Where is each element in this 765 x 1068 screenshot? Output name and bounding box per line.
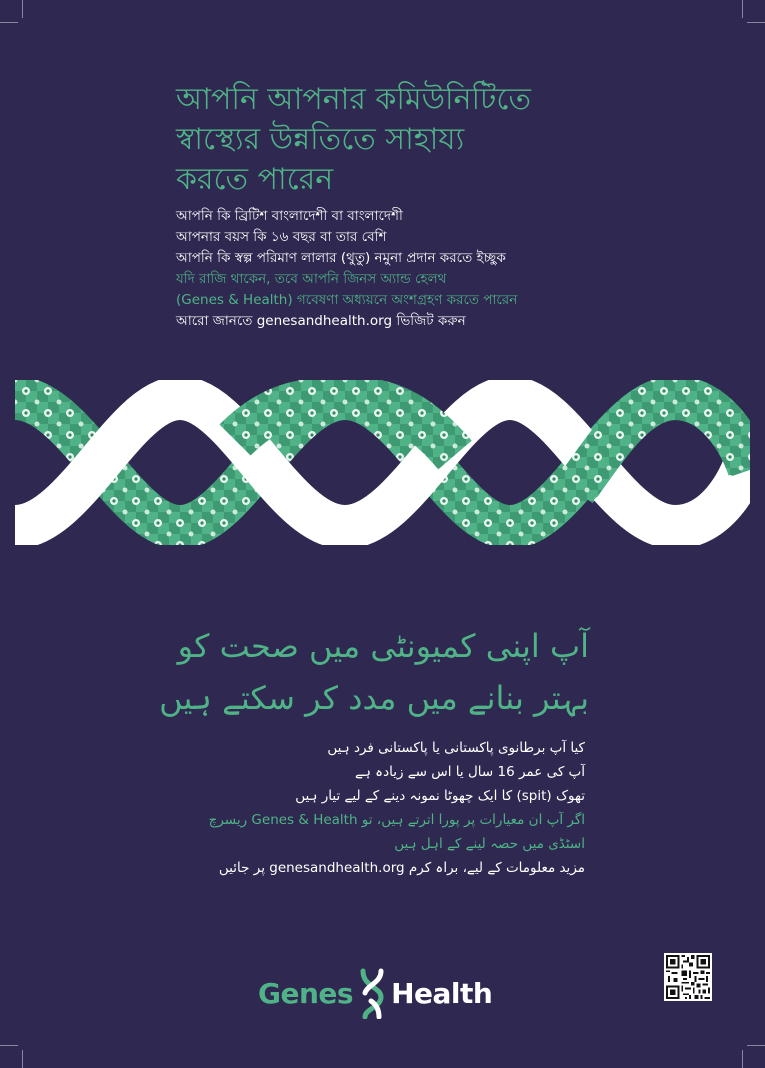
logo-word-genes: Genes — [258, 976, 354, 1010]
urdu-question: آپ کی عمر 16 سال یا اس سے زیادہ ہے — [355, 764, 585, 780]
bengali-heading-line: স্বাস্থ্যের উন্নতিতে সাহায্য — [176, 122, 465, 157]
logo-word-health: Health — [391, 976, 493, 1010]
urdu-question: تھوک (spit) کا ایک چھوٹا نمونہ دینے کے لیے تیار ہیں — [295, 788, 585, 804]
bengali-website: আরো জানতে genesandhealth.org ভিজিট করুন — [176, 313, 466, 329]
urdu-eligibility: اسٹڈی میں حصہ لینے کے اہل ہیں — [394, 836, 585, 852]
dna-strand-icon — [357, 967, 387, 1019]
bengali-question: আপনার বয়স কি ১৬ বছর বা তার বেশি — [176, 229, 387, 245]
bengali-heading-line: আপনি আপনার কমিউনিটিতে — [176, 82, 531, 117]
bengali-body — [176, 206, 596, 332]
crop-mark — [747, 22, 765, 23]
crop-mark — [0, 1045, 18, 1046]
crop-mark — [747, 1045, 765, 1046]
urdu-heading — [119, 620, 589, 724]
crop-mark — [742, 1050, 743, 1068]
urdu-heading-line: آپ اپنی کمیونٹی میں صحت کو — [177, 627, 589, 665]
genes-health-logo — [258, 965, 492, 1021]
qr-code-icon — [664, 953, 712, 1001]
bengali-question: আপনি কি স্বল্প পরিমাণ লালার (থুতু) নমুনা প্রদান করতে ইচ্ছুক — [176, 250, 506, 266]
urdu-body — [145, 736, 585, 880]
urdu-question: کیا آپ برطانوی پاکستانی یا پاکستانی فرد ہیں — [327, 740, 585, 756]
crop-mark — [22, 0, 23, 18]
crop-mark — [22, 1050, 23, 1068]
bengali-eligibility: যদি রাজি থাকেন, তবে আপনি জিনস অ্যান্ড হেলথ — [176, 271, 447, 287]
dna-helix-graphic — [15, 380, 750, 545]
bengali-heading-line: করতে পারেন — [176, 162, 334, 197]
bengali-heading — [176, 80, 636, 200]
urdu-eligibility: اگر آپ ان معیارات پر پورا اترتے ہیں، تو Genes & Health ریسرچ — [208, 812, 585, 828]
bengali-eligibility: (Genes & Health) গবেষণা অধ্যয়নে অংশগ্রহণ করতে পারেন — [176, 292, 518, 308]
urdu-website: مزید معلومات کے لیے، براہ کرم genesandhealth.org پر جائیں — [218, 860, 585, 876]
crop-mark — [0, 22, 18, 23]
crop-mark — [742, 0, 743, 18]
urdu-heading-line: بہتر بنانے میں مدد کر سکتے ہیں — [159, 679, 589, 717]
bengali-question: আপনি কি ব্রিটিশ বাংলাদেশী বা বাংলাদেশী — [176, 208, 403, 224]
